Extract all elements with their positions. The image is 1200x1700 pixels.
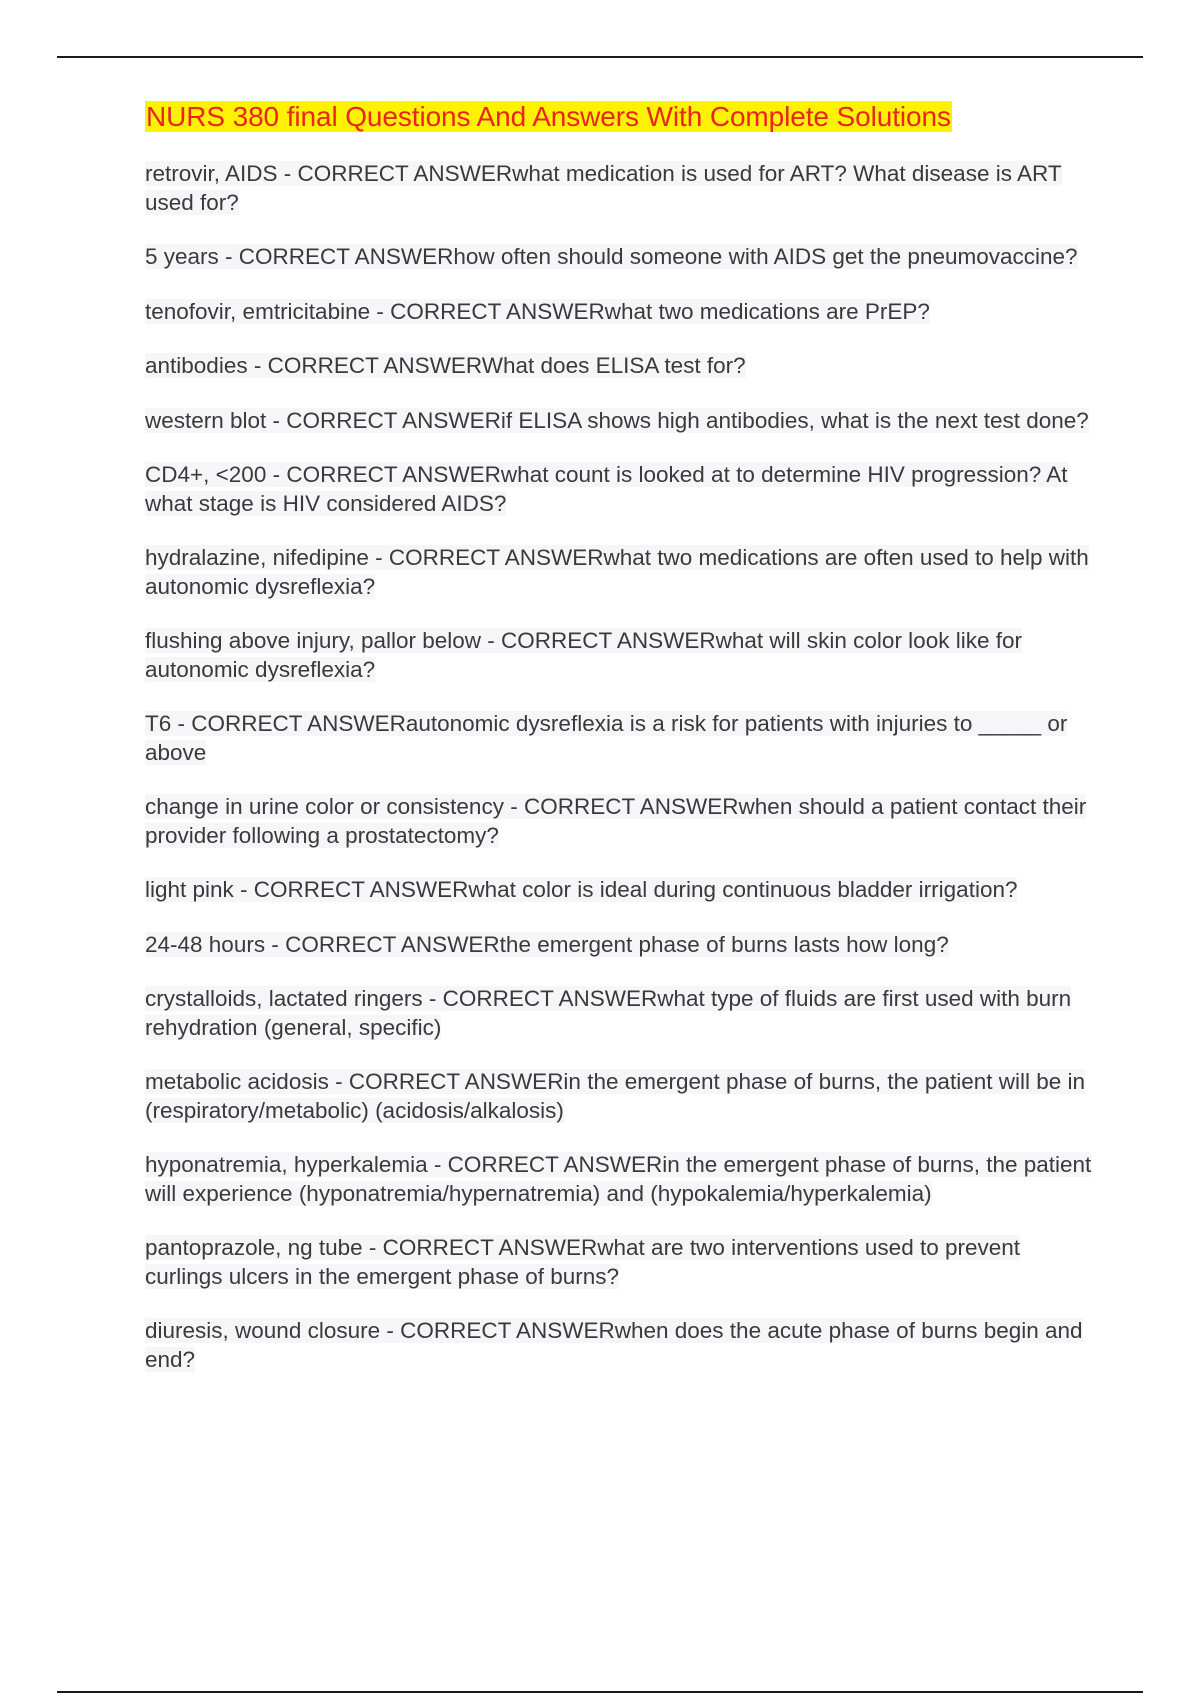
qa-text: hydralazine, nifedipine - CORRECT ANSWERwhat two medications are often used to help with autonomic dysreflexia? (145, 545, 1089, 599)
qa-item (145, 160, 1095, 217)
qa-text: western blot - CORRECT ANSWERif ELISA shows high antibodies, what is the next test done? (145, 407, 1089, 433)
qa-text: retrovir, AIDS - CORRECT ANSWERwhat medication is used for ART? What disease is ART used for? (145, 161, 1062, 215)
qa-item (145, 985, 1095, 1042)
qa-list (145, 160, 1095, 1374)
qa-item (145, 627, 1095, 684)
qa-text: change in urine color or consistency - CORRECT ANSWERwhen should a patient contact their provider following a prostatectomy? (145, 794, 1087, 848)
qa-item (145, 461, 1095, 518)
qa-text: 24-48 hours - CORRECT ANSWERthe emergent phase of burns lasts how long? (145, 931, 949, 957)
qa-item (145, 407, 1095, 436)
qa-text: pantoprazole, ng tube - CORRECT ANSWERwhat are two interventions used to prevent curlings ulcers in the emergent phase of burns? (145, 1235, 1021, 1289)
qa-item (145, 710, 1095, 767)
qa-item (145, 1234, 1095, 1291)
qa-text: tenofovir, emtricitabine - CORRECT ANSWERwhat two medications are PrEP? (145, 298, 930, 324)
qa-item (145, 793, 1095, 850)
header-rule (57, 56, 1143, 58)
qa-item (145, 1317, 1095, 1374)
qa-item (145, 1068, 1095, 1125)
footer-rule (57, 1691, 1143, 1693)
qa-item (145, 876, 1095, 905)
qa-item (145, 544, 1095, 601)
qa-item (145, 352, 1095, 381)
title-block (145, 96, 1095, 138)
qa-item (145, 243, 1095, 272)
qa-text: T6 - CORRECT ANSWERautonomic dysreflexia is a risk for patients with injuries to _____ or above (145, 711, 1068, 765)
qa-item (145, 931, 1095, 960)
qa-text: hyponatremia, hyperkalemia - CORRECT ANSWERin the emergent phase of burns, the patient will experience (hyponatremia/hypernatremia) and (hypokalemia/hyperkalemia) (145, 1152, 1092, 1206)
qa-text: 5 years - CORRECT ANSWERhow often should someone with AIDS get the pneumovaccine? (145, 244, 1078, 269)
qa-text: CD4+, <200 - CORRECT ANSWERwhat count is looked at to determine HIV progression? At what stage is HIV considered AIDS? (145, 462, 1068, 516)
qa-item (145, 1151, 1095, 1208)
qa-text: antibodies - CORRECT ANSWERWhat does ELISA test for? (145, 353, 746, 378)
qa-text: light pink - CORRECT ANSWERwhat color is ideal during continuous bladder irrigation? (145, 877, 1018, 902)
qa-text: metabolic acidosis - CORRECT ANSWERin the emergent phase of burns, the patient will be in (respiratory/metabolic) (acidosis/alkalosis) (145, 1069, 1086, 1123)
qa-text: diuresis, wound closure - CORRECT ANSWERwhen does the acute phase of burns begin and end? (145, 1318, 1083, 1372)
document-body (145, 96, 1095, 1400)
qa-text: crystalloids, lactated ringers - CORRECT ANSWERwhat type of fluids are first used with burn rehydration (general, specific) (145, 986, 1072, 1040)
document-title: NURS 380 final Questions And Answers With Complete Solutions (146, 101, 951, 132)
qa-item (145, 298, 1095, 327)
qa-text: flushing above injury, pallor below - CORRECT ANSWERwhat will skin color look like for autonomic dysreflexia? (145, 628, 1022, 682)
